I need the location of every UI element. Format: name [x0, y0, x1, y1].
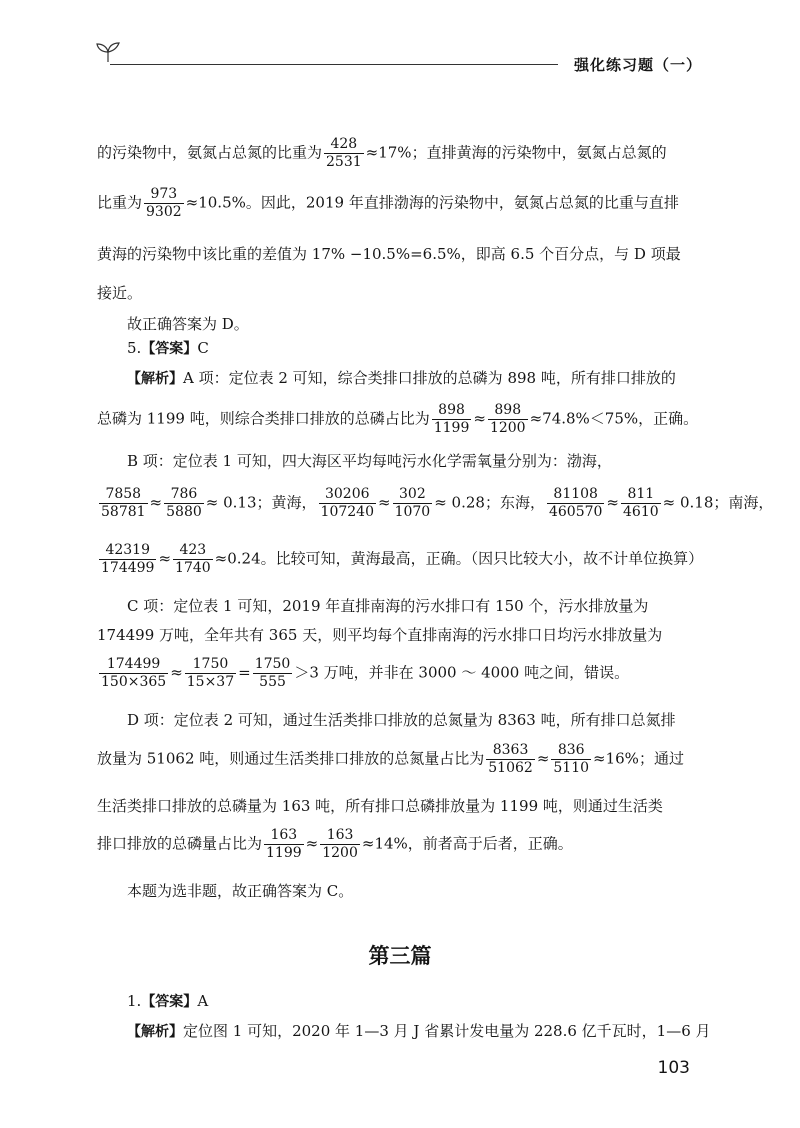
text-run: ≈16%；通过	[593, 749, 684, 768]
fraction	[393, 486, 433, 521]
fraction	[99, 656, 168, 691]
text-run: ≈0.24。比较可知，黄海最高，正确。（因只比较大小，故不计单位换算）	[214, 549, 704, 568]
denominator: 107240	[320, 504, 374, 520]
denominator: 1200	[489, 420, 526, 436]
numerator: 7858	[105, 486, 142, 502]
fraction	[144, 186, 184, 221]
text-run: A 项：定位表 2 可知，综合类排口排放的总磷为 898 吨，所有排口排放的	[183, 369, 676, 387]
text-line: 本题为选非题，故正确答案为 C。	[127, 882, 354, 900]
text-line	[97, 186, 697, 221]
numerator: 174499	[106, 656, 161, 672]
text-line: 174499 万吨，全年共有 365 天，则平均每个直排南海的污水排口日均污水排放量为	[97, 626, 663, 644]
denominator: 174499	[101, 560, 155, 576]
numerator: 898	[494, 402, 522, 418]
numerator: 8363	[492, 742, 529, 758]
fraction	[547, 486, 604, 521]
fraction	[264, 827, 304, 862]
numerator: 786	[170, 486, 198, 502]
denominator: 1199	[433, 420, 470, 436]
numerator: 898	[438, 402, 465, 418]
text-run: ；南海，	[713, 493, 774, 512]
text-line: 故正确答案为 D。	[127, 315, 249, 333]
question-number: 1.	[127, 992, 142, 1010]
answer-line	[127, 337, 727, 360]
fraction	[486, 742, 535, 777]
fraction	[488, 402, 528, 437]
denominator: 555	[253, 673, 293, 691]
text-run: 的污染物中，氨氮占总氮的比重为	[97, 143, 323, 162]
fraction	[164, 486, 204, 521]
text-run: 定位图 1 可知，2020 年 1—3 月 J 省累计发电量为 228.6 亿千瓦时，1—6 月	[183, 1022, 711, 1040]
fraction	[99, 486, 148, 521]
question-number: 5.	[127, 339, 142, 357]
fraction	[99, 542, 156, 577]
text-line: $\frac{174499}{150\times 365}$ ≈ $\frac{1750}{15\times 37}$ = $\frac{1750}{555}$ ＞3 万吨，并非在 3000 ～ 4000 吨之间，错误。	[101, 656, 630, 690]
text-line: 排口排放的总磷量占比为 $\frac{163}{1199}$ ≈ $\frac{163}{1200}$ ≈14%，前者高于后者，正确。	[97, 827, 573, 861]
text-line: C 项：定位表 1 可知，2019 年直排南海的污水排口有 150 个，污水排放量为	[127, 597, 649, 615]
page-number: 103	[657, 1058, 690, 1078]
numerator: 1750	[254, 656, 291, 672]
numerator: 163	[270, 827, 298, 843]
denominator: 5880	[166, 504, 202, 520]
text-run: ≈17%；直排黄海的污染物中，氨氮占总氮的	[365, 143, 667, 162]
fraction	[320, 827, 360, 862]
text-line	[127, 1020, 727, 1043]
denominator: 4610	[623, 504, 659, 520]
denominator: 1200	[322, 845, 358, 861]
text-run: 总磷为 1199 吨，则综合类排口排放的总磷占比为	[97, 409, 430, 428]
text-line: $\frac{42319}{174499}$ ≈ $\frac{423}{1740}$ ≈0.24。比较可知，黄海最高，正确。（因只比较大小，故不计单位换算）	[101, 542, 704, 576]
text-line: B 项：定位表 1 可知，四大海区平均每吨污水化学需氧量分别为：渤海，	[127, 452, 612, 470]
denominator: 1070	[394, 504, 431, 520]
numerator: 42319	[105, 542, 150, 558]
answer-value: C	[197, 339, 209, 357]
answer-line	[127, 990, 727, 1013]
answer-tag: 【答案】	[141, 341, 198, 357]
text-run: ≈14%，前者高于后者，正确。	[361, 834, 573, 853]
numerator: 163	[326, 827, 354, 843]
denominator: 51062	[488, 760, 533, 776]
text-run: ≈74.8%＜75%，正确。	[529, 409, 699, 428]
denominator: 2531	[326, 154, 362, 170]
numerator: 423	[179, 542, 207, 558]
denominator: 5110	[553, 760, 590, 776]
text-line: 黄海的污染物中该比重的差值为 17% −10.5%=6.5%，即高 6.5 个百分点，与 D 项最	[97, 245, 681, 263]
fraction	[621, 486, 661, 521]
numerator: 302	[399, 486, 426, 502]
answer-tag: 【答案】	[141, 994, 198, 1010]
text-line: 接近。	[97, 284, 143, 302]
text-run: ≈10.5%。因此，2019 年直排渤海的污染物中，氨氮占总氮的比重与直排	[185, 193, 679, 212]
fraction	[173, 542, 213, 577]
text-run: ≈ 0.13	[205, 493, 257, 512]
numerator: 81108	[553, 486, 598, 502]
denominator: 460570	[548, 504, 603, 520]
denominator: 1740	[175, 560, 211, 576]
text-line	[97, 136, 697, 171]
denominator: 15×37	[186, 674, 235, 690]
text-line: 放量为 51062 吨，则通过生活类排口排放的总氮量占比为 $\frac{8363}{51062}$ ≈ $\frac{836}{5110}$ ≈16%；通过	[97, 742, 684, 776]
fraction	[551, 742, 591, 777]
text-run: 比重为	[97, 193, 143, 212]
numerator: 428	[330, 136, 358, 152]
fraction	[324, 136, 364, 171]
sprout-leaf-icon	[94, 42, 122, 64]
header-title: 强化练习题（一）	[573, 56, 702, 74]
numerator: 1750	[192, 656, 229, 672]
denominator: 9302	[146, 204, 182, 220]
text-line: 生活类排口排放的总磷量为 163 吨，所有排口总磷排放量为 1199 吨，则通过生活类	[97, 797, 663, 815]
text-run: ＞3 万吨，并非在 3000 ～ 4000 吨之间，错误。	[294, 663, 630, 682]
analysis-tag: 【解析】	[127, 371, 183, 387]
text-line: 总磷为 1199 吨，则综合类排口排放的总磷占比为 $\frac{898}{1199}$ ≈ $\frac{898}{1200}$ ≈74.8%＜75%，正确。	[97, 402, 699, 436]
numerator: 836	[557, 742, 585, 758]
text-run: 放量为 51062 吨，则通过生活类排口排放的总氮量占比为	[97, 749, 485, 768]
denominator: 1199	[266, 845, 302, 861]
numerator: 973	[150, 186, 178, 202]
denominator: 150×365	[101, 674, 167, 690]
text-run: ≈ 0.28	[434, 493, 485, 512]
numerator: 30206	[324, 486, 370, 502]
text-run: ；东海，	[484, 493, 545, 512]
fraction	[319, 486, 376, 521]
text-run: ≈ 0.18	[662, 493, 714, 512]
fraction	[253, 656, 293, 691]
text-line: D 项：定位表 2 可知，通过生活类排口排放的总氮量为 8363 吨，所有排口总氮排	[127, 711, 676, 729]
fraction	[185, 656, 236, 691]
text-run: ；黄海，	[256, 493, 317, 512]
header-rule	[110, 64, 558, 65]
section-title: 第三篇	[368, 944, 432, 968]
text-line: $\frac{7858}{58781}$ ≈ $\frac{786}{5880}$ ≈ 0.13；黄海， $\frac{30206}{107240}$ ≈ $\frac{302}{1070}$ ≈ 0.28；东海， $\frac{81108}{460570}$ ≈ $\frac{811}{4610}$ ≈ 0.18；南海，	[101, 486, 774, 520]
analysis-tag: 【解析】	[127, 1024, 183, 1040]
answer-value: A	[197, 992, 209, 1010]
text-run: 排口排放的总磷量占比为	[97, 834, 263, 853]
fraction	[432, 402, 472, 437]
denominator: 58781	[101, 504, 146, 520]
numerator: 811	[627, 486, 655, 502]
text-line	[127, 367, 727, 390]
